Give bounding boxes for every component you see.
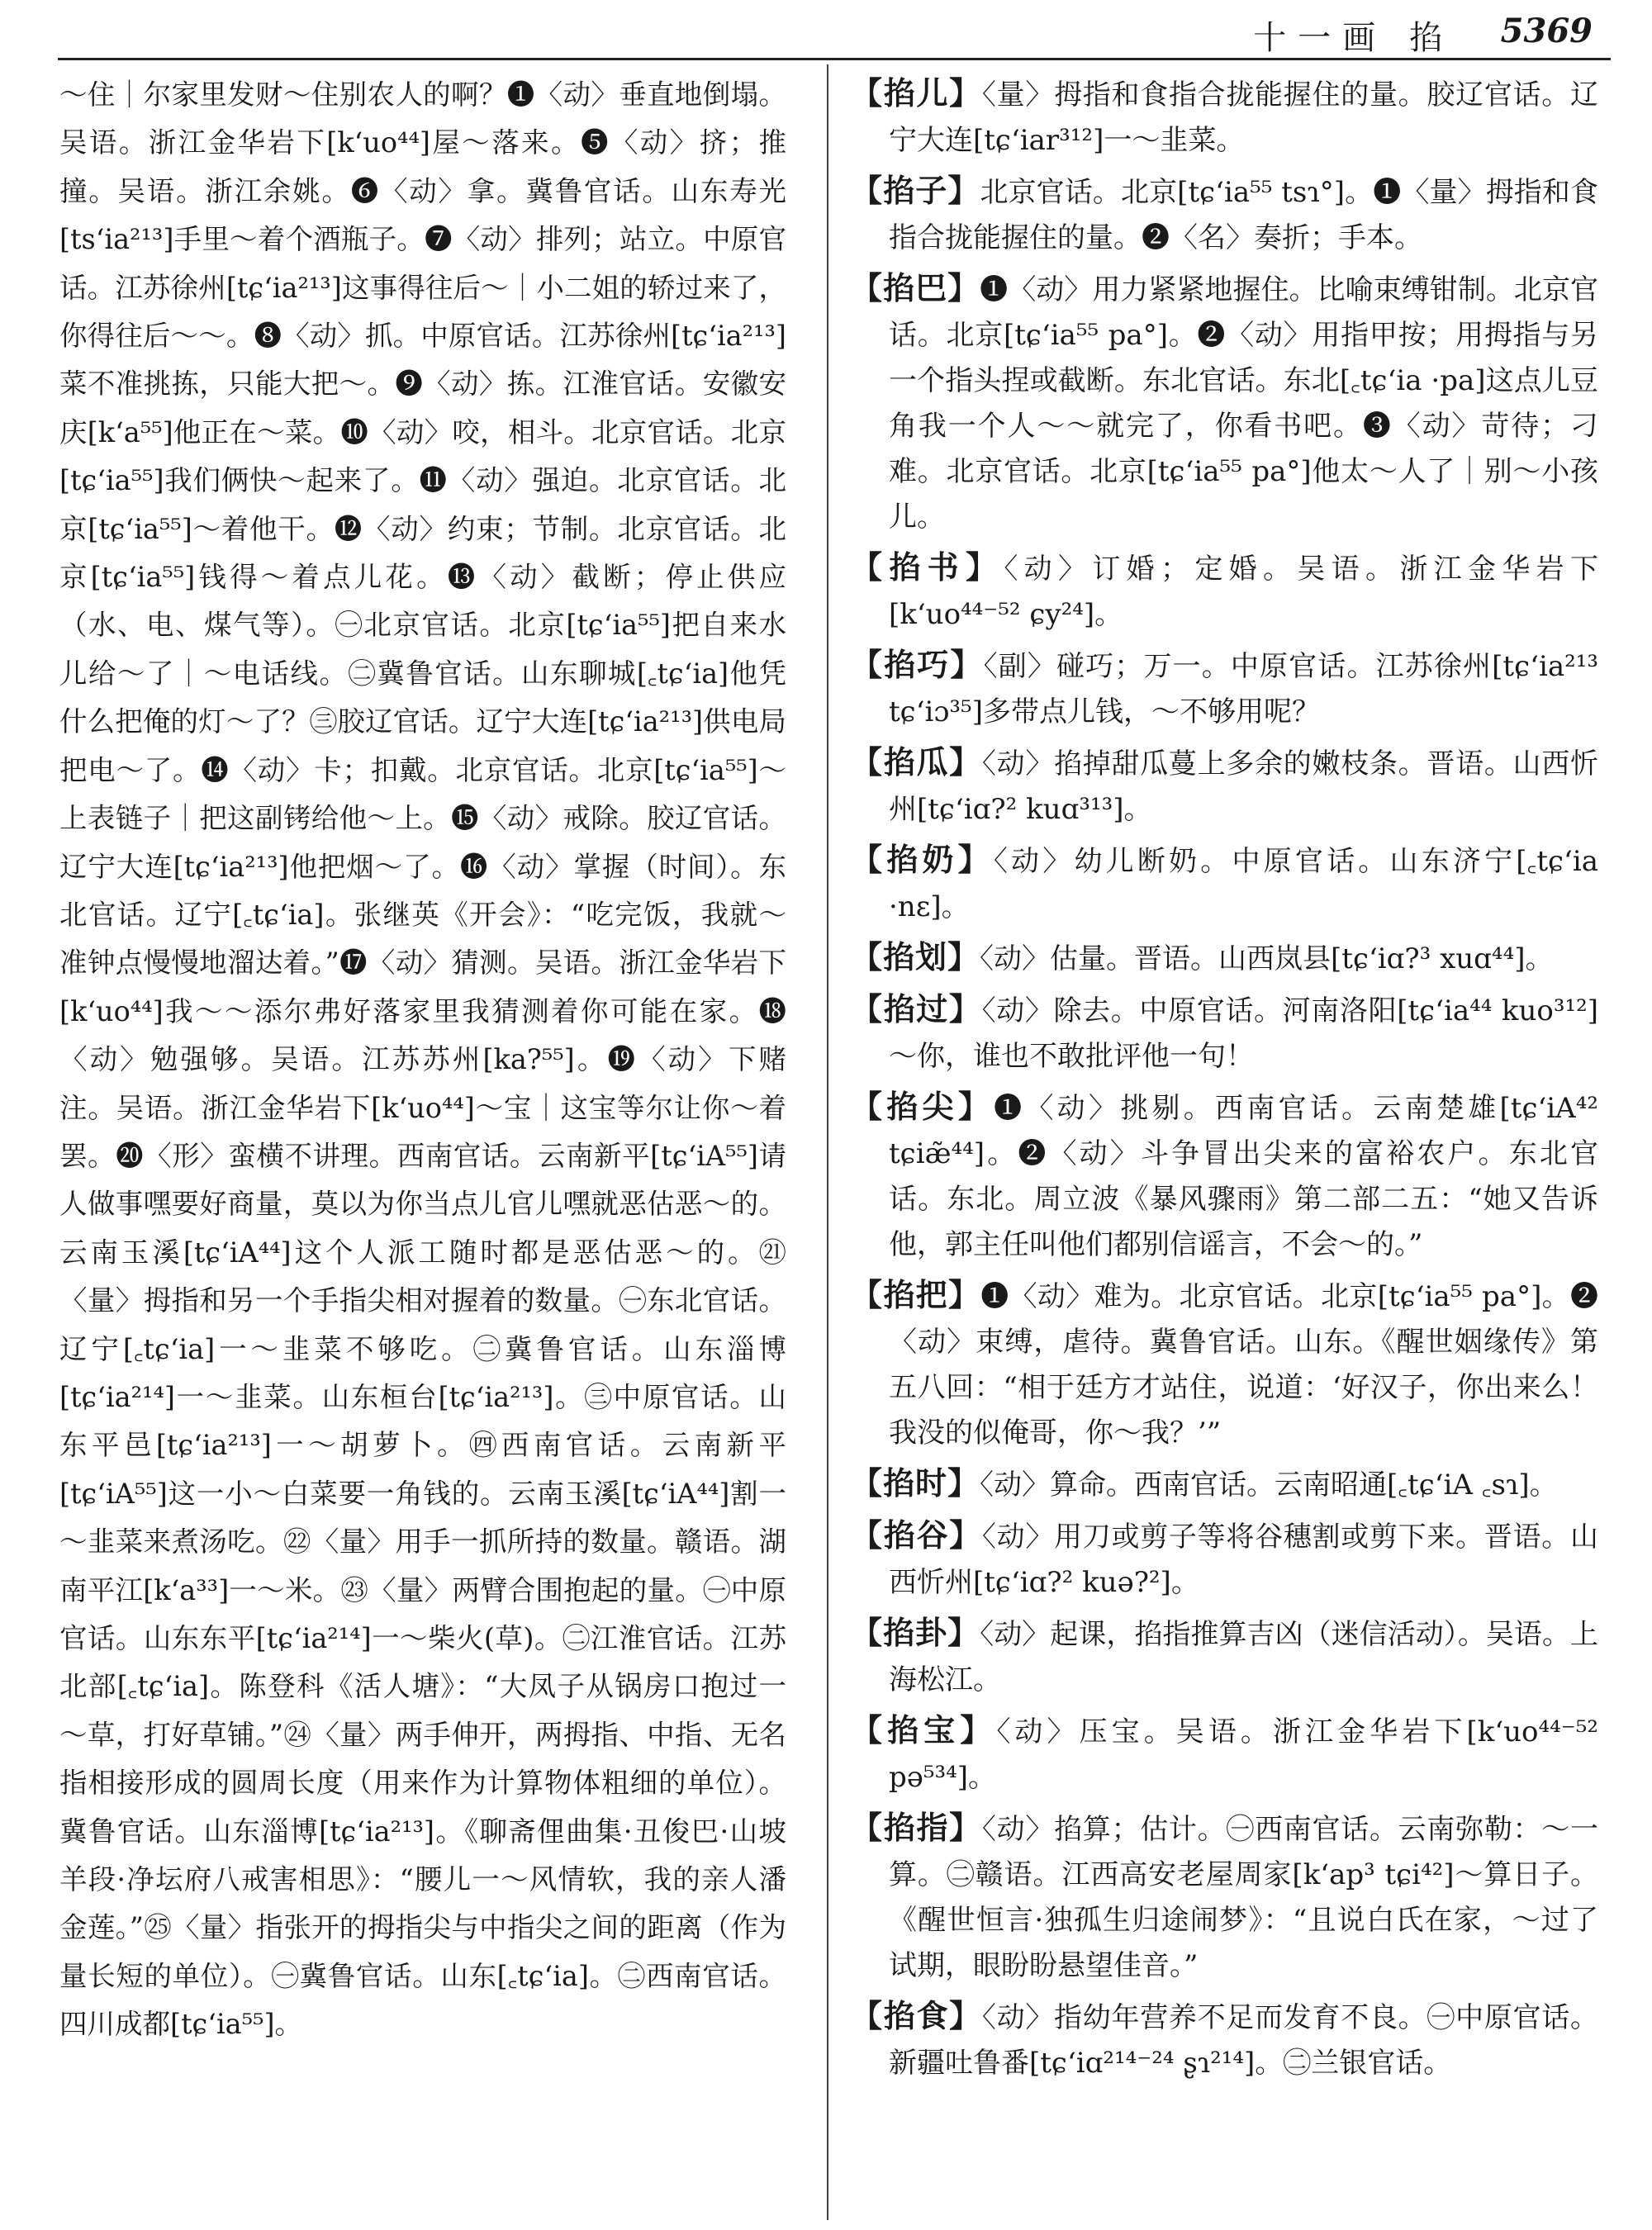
dictionary-entry: [851, 1708, 1598, 1801]
entry-headword: 【掐谷】: [851, 1517, 982, 1554]
entry-definition: 〈副〉碰巧；万一。中原官话。江苏徐州[tɕ‘ia²¹³ tɕ‘iɔ³⁵]多带点儿钱，～不够用呢？: [889, 650, 1598, 728]
dictionary-entry: [851, 71, 1598, 164]
entry-headword: 【掐儿】: [851, 75, 982, 112]
entry-headword: 【掐奶】: [851, 842, 994, 878]
dictionary-entry: [851, 935, 1598, 982]
dictionary-entry: [851, 987, 1598, 1079]
entry-definition: 〈动〉起课，掐指推算吉凶（迷信活动）。吴语。上海松江。: [889, 1618, 1598, 1696]
dictionary-entry: [851, 1611, 1598, 1703]
entry-headword: 【掐巴】: [851, 270, 980, 306]
page-header: [0, 0, 1652, 66]
dictionary-entry: [851, 168, 1598, 261]
entry-headword: 【掐瓜】: [851, 744, 982, 780]
entry-definition: 〈动〉算命。西南官话。云南昭通[꜀tɕ‘iA ꜀sɿ]。: [980, 1468, 1558, 1502]
dictionary-entry: [851, 1461, 1598, 1508]
entry-headword: 【掐划】: [851, 939, 980, 975]
left-column: [59, 71, 786, 2218]
entry-definition: 〈动〉用刀或剪子等将谷穗割或剪下来。晋语。山西忻州[tɕ‘iɑ?² kuə?²]。: [889, 1521, 1598, 1599]
dictionary-entry: [851, 643, 1598, 735]
entry-headword: 【掐食】: [851, 1998, 982, 2034]
entry-definition: ❶〈动〉用力紧紧地握住。比喻束缚钳制。北京官话。北京[tɕ‘ia⁵⁵ pa°]。❷〈动〉用指甲按；用拇指与另一个指头捏或截断。东北官话。东北[꜀tɕ‘ia ·pa]这点儿豆角我一个人～～就完了，你看书吧。❸〈动〉苛待；刁难。北京官话。北京[tɕ‘ia⁵⁵ pa°]他太～人了｜别～小孩儿。: [889, 273, 1598, 534]
entry-headword: 【掐把】: [851, 1277, 981, 1313]
dictionary-entry: [851, 1994, 1598, 2086]
entry-headword: 【掐时】: [851, 1465, 980, 1502]
entry-headword: 【掐过】: [851, 991, 982, 1027]
entry-definition: 〈动〉掐算；估计。㊀西南官话。云南弥勒：～一算。㊁赣语。江西高安老屋周家[k‘ap³ tɕi⁴²]～算日子。《醒世恒言·独孤生归途闹梦》：“且说白氏在家，～过了试期，眼盼盼悬望佳音。”: [889, 1813, 1598, 1982]
dictionary-entry: [851, 1513, 1598, 1606]
header-rule: [58, 58, 1611, 60]
dictionary-entry: [851, 545, 1598, 638]
entry-headword: 【掐尖】: [851, 1089, 995, 1125]
dictionary-entry: [851, 740, 1598, 833]
dictionary-entry: [851, 1273, 1598, 1456]
dictionary-entry: [851, 1084, 1598, 1268]
section-heading: 十一画 掐: [1253, 19, 1454, 57]
entry-definition: 〈动〉订婚；定婚。吴语。浙江金华岩下[k‘uo⁴⁴⁻⁵² ɕy²⁴]。: [889, 553, 1598, 631]
entry-definition: 〈量〉拇指和食指合拢能握住的量。胶辽官话。辽宁大连[tɕ‘iar³¹²]一～韭菜。: [889, 78, 1598, 157]
entry-definition: 〈动〉除去。中原官话。河南洛阳[tɕ‘ia⁴⁴ kuo³¹²]～你，谁也不敢批评他一句！: [889, 994, 1598, 1073]
entry-definition: 〈动〉指幼年营养不足而发育不良。㊀中原官话。新疆吐鲁番[tɕ‘iɑ²¹⁴⁻²⁴ ʂɿ²¹⁴]。㊁兰银官话。: [889, 2001, 1598, 2080]
column-divider: [827, 64, 828, 2220]
dictionary-entry: [851, 1805, 1598, 1989]
entry-headword: 【掐巧】: [851, 647, 984, 683]
entry-definition: 〈动〉幼儿断奶。中原官话。山东济宁[꜀tɕ‘ia ·nɛ]。: [889, 845, 1598, 923]
entry-definition: ❶〈动〉挑剔。西南官话。云南楚雄[tɕ‘iA⁴² tɕiæ̃⁴⁴]。❷〈动〉斗争冒出尖来的富裕农户。东北官话。东北。周立波《暴风骤雨》第二部二五：“她又告诉他，郭主任叫他们都别信谣言，不会～的。”: [889, 1092, 1598, 1261]
entry-headword: 【掐指】: [851, 1810, 982, 1846]
entry-headword: 【掐宝】: [851, 1712, 997, 1748]
left-column-text: ～住｜尔家里发财～住别农人的啊？❶〈动〉垂直地倒塌。吴语。浙江金华岩下[k‘uo⁴⁴]屋～落来。❺〈动〉挤；推撞。吴语。浙江余姚。❻〈动〉拿。冀鲁官话。山东寿光[ts‘ia²¹³]手里～着个酒瓶子。❼〈动〉排列；站立。中原官话。江苏徐州[tɕ‘ia²¹³]这事得往后～｜小二姐的轿过来了，你得往后～～。❽〈动〉抓。中原官话。江苏徐州[tɕ‘ia²¹³]菜不准挑拣，只能大把～。❾〈动〉拣。江淮官话。安徽安庆[k‘a⁵⁵]他正在～菜。❿〈动〉咬，相斗。北京官话。北京[tɕ‘ia⁵⁵]我们俩快～起来了。⓫〈动〉强迫。北京官话。北京[tɕ‘ia⁵⁵]～着他干。⓬〈动〉约束；节制。北京官话。北京[tɕ‘ia⁵⁵]钱得～着点儿花。⓭〈动〉截断；停止供应（水、电、煤气等）。㊀北京官话。北京[tɕ‘ia⁵⁵]把自来水儿给～了｜～电话线。㊁冀鲁官话。山东聊城[꜀tɕ‘ia]他凭什么把俺的灯～了？㊂胶辽官话。辽宁大连[tɕ‘ia²¹³]供电局把电～了。⓮〈动〉卡；扣戴。北京官话。北京[tɕ‘ia⁵⁵]～上表链子｜把这副铐给他～上。⓯〈动〉戒除。胶辽官话。辽宁大连[tɕ‘ia²¹³]他把烟～了。⓰〈动〉掌握（时间）。东北官话。辽宁[꜀tɕ‘ia]。张继英《开会》：“吃完饭，我就～准钟点慢慢地溜达着。”⓱〈动〉猜测。吴语。浙江金华岩下[k‘uo⁴⁴]我～～添尔弗好落家里我猜测着你可能在家。⓲〈动〉勉强够。吴语。江苏苏州[ka?⁵⁵]。⓳〈动〉下赌注。吴语。浙江金华岩下[k‘uo⁴⁴]～宝｜这宝等尔让你～着罢。⓴〈形〉蛮横不讲理。西南官话。云南新平[tɕ‘iA⁵⁵]请人做事嘿要好商量，莫以为你当点儿官儿嘿就恶估恶～的。云南玉溪[tɕ‘iA⁴⁴]这个人派工随时都是恶估恶～的。㉑〈量〉拇指和另一个手指尖相对握着的数量。㊀东北官话。辽宁[꜀tɕ‘ia]一～韭菜不够吃。㊁冀鲁官话。山东淄博[tɕ‘ia²¹⁴]一～韭菜。山东桓台[tɕ‘ia²¹³]。㊂中原官话。山东平邑[tɕ‘ia²¹³]一～胡萝卜。㊃西南官话。云南新平[tɕ‘iA⁵⁵]这一小～白菜要一角钱的。云南玉溪[tɕ‘iA⁴⁴]割一～韭菜来煮汤吃。㉒〈量〉用手一抓所持的数量。赣语。湖南平江[k‘a³³]一～米。㉓〈量〉两臂合围抱起的量。㊀中原官话。山东东平[tɕ‘ia²¹⁴]一～柴火(草)。㊁江淮官话。江苏北部[꜀tɕ‘ia]。陈登科《活人塘》：“大凤子从锅房口抱过一～草，打好草铺。”㉔〈量〉两手伸开，两拇指、中指、无名指相接形成的圆周长度（用来作为计算物体粗细的单位）。冀鲁官话。山东淄博[tɕ‘ia²¹³]。《聊斋俚曲集·丑俊巴·山坡羊段·净坛府八戒害相思》：“腰儿一～风情软，我的亲人潘金莲。”㉕〈量〉指张开的拇指尖与中指尖之间的距离（作为量长短的单位）。㊀冀鲁官话。山东[꜀tɕ‘ia]。㊁西南官话。四川成都[tɕ‘ia⁵⁵]。: [59, 78, 786, 2041]
entry-headword: 【掐书】: [851, 549, 1004, 586]
entry-headword: 【掐子】: [851, 173, 980, 209]
dictionary-entry: [851, 266, 1598, 540]
entry-definition: 〈动〉掐掉甜瓜蔓上多余的嫩枝条。晋语。山西忻州[tɕ‘iɑ?² kuɑ³¹³]。: [889, 747, 1598, 826]
right-column: [851, 71, 1598, 2218]
entry-headword: 【掐卦】: [851, 1615, 980, 1651]
page-number: 5369: [1500, 12, 1593, 50]
entry-definition: 〈动〉压宝。吴语。浙江金华岩下[k‘uo⁴⁴⁻⁵² pə⁵³⁴]。: [889, 1715, 1598, 1794]
dictionary-entry: [851, 837, 1598, 930]
entry-definition: 〈动〉估量。晋语。山西岚县[tɕ‘iɑ?³ xuɑ⁴⁴]。: [980, 942, 1554, 975]
entry-definition: ❶〈动〉难为。北京官话。北京[tɕ‘ia⁵⁵ pa°]。❷〈动〉束缚，虐待。冀鲁官话。山东。《醒世姻缘传》第五八回：“相于廷方才站住，说道：‘好汉子，你出来么！我没的似俺哥，你～我？’”: [889, 1280, 1598, 1450]
entry-definition: 北京官话。北京[tɕ‘ia⁵⁵ tsɿ°]。❶〈量〉拇指和食指合拢能握住的量。❷〈名〉奏折；手本。: [889, 176, 1598, 254]
